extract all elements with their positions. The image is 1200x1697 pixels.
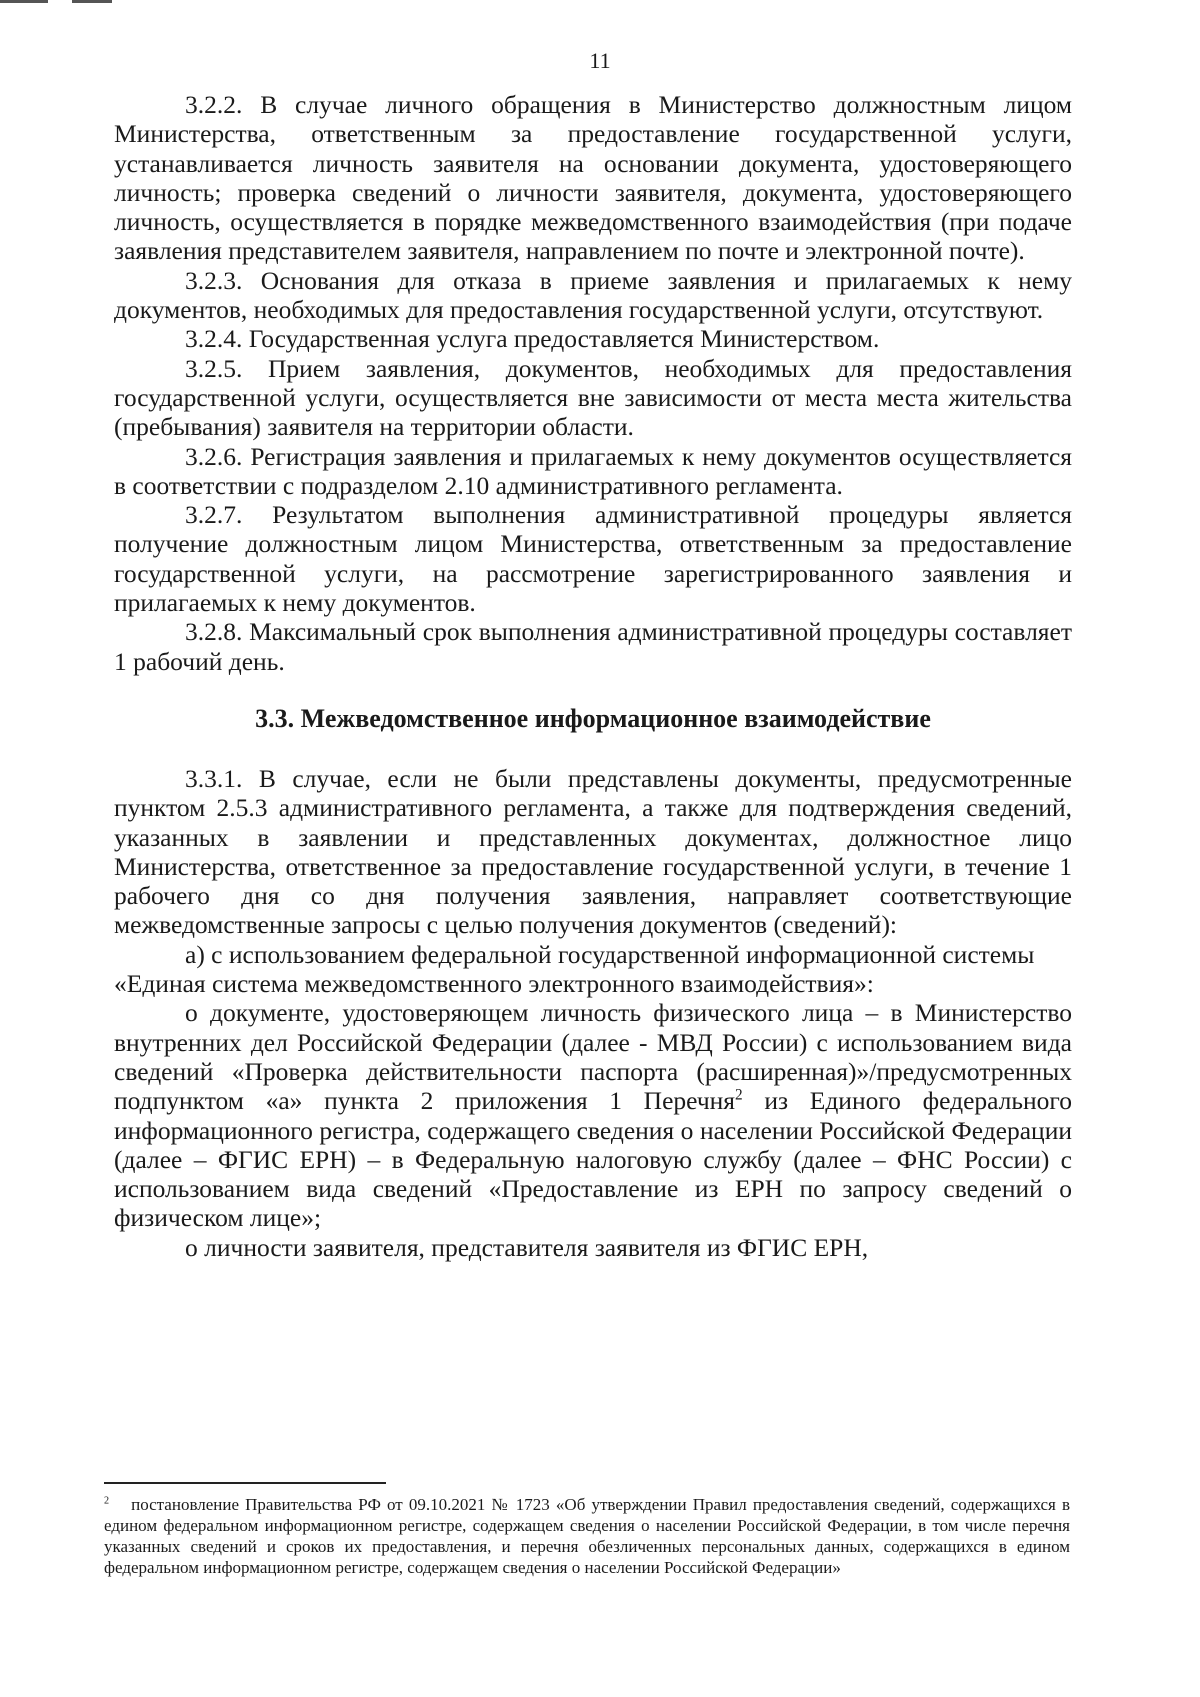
- footnote-marker: 2: [104, 1495, 110, 1507]
- footnote-divider: [104, 1482, 386, 1484]
- scan-edge-mark: [0, 0, 48, 3]
- paragraph-identity-document-text-cont: из Единого федерального информационного регистра, содержащего сведения о населении Российской Федерации (далее – ФГИС ЕРН) – в Федеральную налоговую службу (далее – ФНС России) с использованием вида сведений «Предоставление из ЕРН по запросу сведений о физическом лице»;: [114, 1086, 1072, 1233]
- paragraph-3-2-6: 3.2.6. Регистрация заявления и прилагаемых к нему документов осуществляется в соответствии с подразделом 2.10 административного регламента.: [114, 441, 1072, 500]
- paragraph-applicant-identity: о личности заявителя, представителя заявителя из ФГИС ЕРН,: [185, 1232, 869, 1262]
- paragraph-identity-document-text: о документе, удостоверяющем личность физического лица – в Министерство внутренних дел Российской Федерации (далее - МВД России) с использованием вида сведений «Проверка действительности паспорта (расширенная)»/предусмотренных подпунктом «а» пункта 2 приложения 1 Перечня: [114, 998, 1072, 1116]
- footnote-text: постановление Правительства РФ от 09.10.2021 № 1723 «Об утверждении Правил предоставления сведений, содержащихся в едином федеральном информационном регистре, содержащем сведения о населении Российской Федерации, в том числе перечня указанных сведений и сроков их предоставления, и перечня обезличенных персональных данных, содержащихся в едином федеральном информационном регистре, содержащем сведения о населении Российской Федерации»: [104, 1495, 1070, 1577]
- paragraph-3-2-4: 3.2.4. Государственная услуга предоставляется Министерством.: [185, 324, 880, 354]
- paragraph-3-2-8: 3.2.8. Максимальный срок выполнения административной процедуры составляет 1 рабочий день.: [114, 617, 1072, 676]
- paragraph-item-a: а) с использованием федеральной государственной информационной системы: [185, 939, 1035, 969]
- section-heading: 3.3. Межведомственное информационное взаимодействие: [255, 703, 931, 733]
- paragraph-3-2-3: 3.2.3. Основания для отказа в приеме заявления и прилагаемых к нему документов, необходимых для предоставления государственной услуги, отсутствуют.: [114, 265, 1072, 325]
- page-number: 11: [589, 48, 611, 73]
- paragraph-3-2-2: 3.2.2. В случае личного обращения в Министерство должностным лицом Министерства, ответственным за предоставление государственной услуги, устанавливается личность заявителя на основании документа, удостоверяющего личность; проверка сведений о личности заявителя, документа, удостоверяющего личность, осуществляется в порядке межведомственного взаимодействия (при подаче заявления представителем заявителя, направлением по почте и электронной почте).: [114, 90, 1072, 266]
- footnote-reference[interactable]: 2: [735, 1086, 743, 1104]
- paragraph-identity-document: [114, 998, 1072, 1232]
- scan-edge-mark: [72, 0, 112, 3]
- document-body: [114, 90, 1072, 1262]
- paragraph-3-3-1: 3.3.1. В случае, если не были представлены документы, предусмотренные пунктом 2.5.3 административного регламента, а также для подтверждения сведений, указанных в заявлении и представленных документах, должностное лицо Министерства, ответственное за предоставление государственной услуги, в течение 1 рабочего дня со дня получения заявления, направляет соответствующие межведомственные запросы с целью получения документов (сведений):: [114, 763, 1072, 940]
- footnote: [104, 1494, 1070, 1578]
- paragraph-item-a-continued: «Единая система межведомственного электронного взаимодействия»:: [114, 969, 874, 999]
- paragraph-3-2-5: 3.2.5. Прием заявления, документов, необходимых для предоставления государственной услуги, осуществляется вне зависимости от места места жительства (пребывания) заявителя на территории области.: [114, 353, 1072, 442]
- paragraph-3-2-7: 3.2.7. Результатом выполнения административной процедуры является получение должностным лицом Министерства, ответственным за предоставление государственной услуги, на рассмотрение зарегистрированного заявления и прилагаемых к нему документов.: [114, 500, 1072, 618]
